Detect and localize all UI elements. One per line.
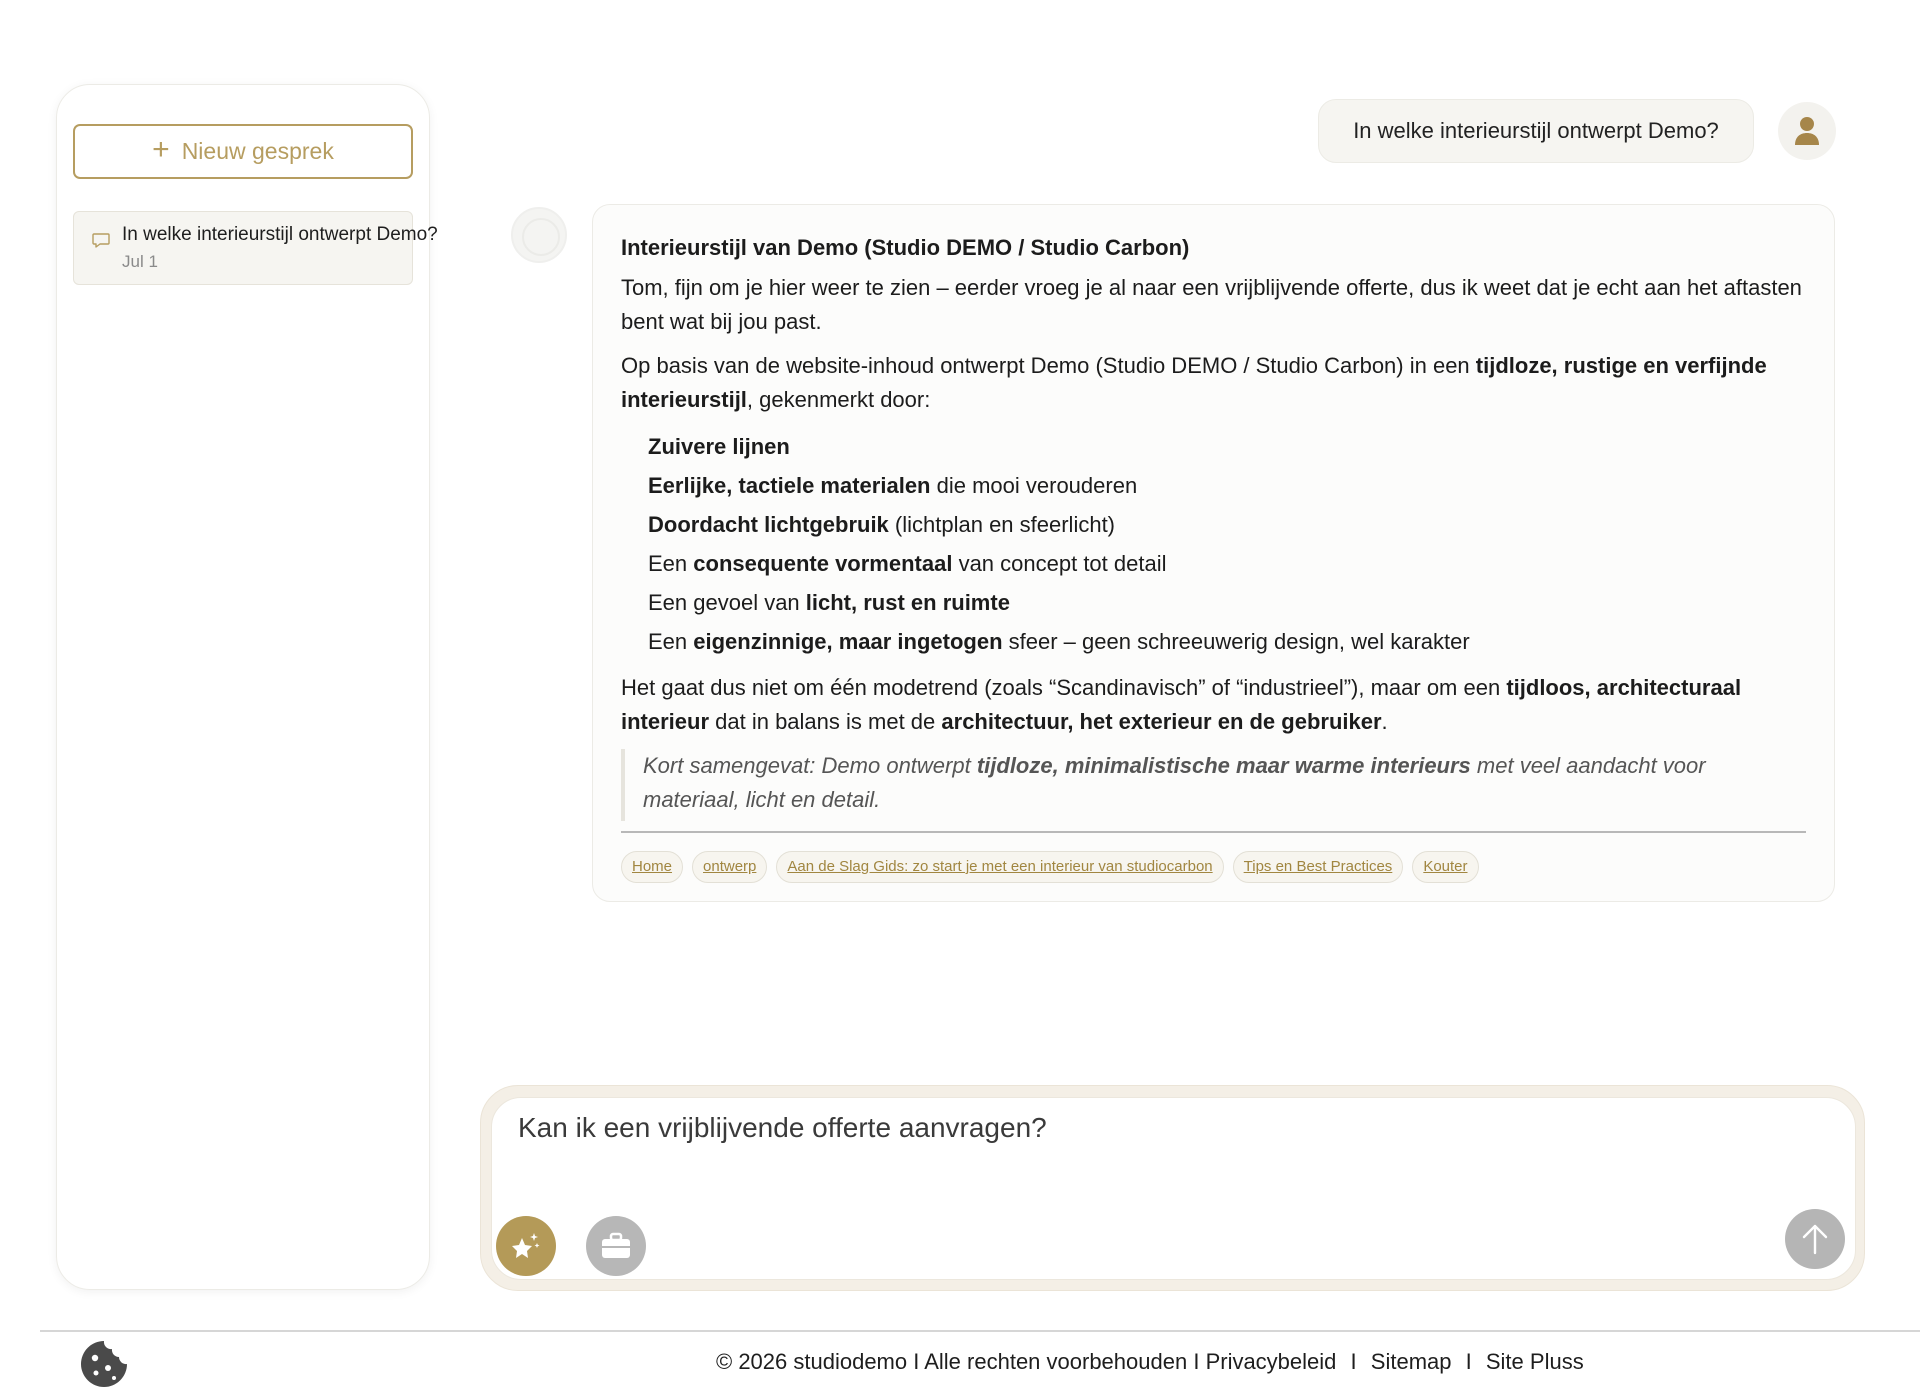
footer-link-sitemap[interactable]: Sitemap	[1370, 1349, 1452, 1374]
source-links	[621, 851, 1806, 883]
magic-stars-icon	[509, 1229, 543, 1263]
plus-icon: +	[152, 133, 170, 166]
list-item: Een eigenzinnige, maar ingetogen sfeer – geen schreeuwerig design, wel karakter	[648, 629, 1470, 654]
footer-link-privacy[interactable]: Privacybeleid	[1205, 1349, 1337, 1374]
footer	[716, 1349, 1584, 1375]
list-item: Een gevoel van licht, rust en ruimte	[648, 590, 1010, 615]
composer-container	[480, 1085, 1865, 1291]
composer	[491, 1097, 1856, 1280]
cookie-icon	[78, 1338, 130, 1390]
assistant-avatar	[511, 207, 567, 263]
list-item: Doordacht lichtgebruik (lichtplan en sfeerlicht)	[648, 512, 1116, 537]
list-item: Zuivere lijnen	[648, 434, 790, 459]
briefcase-icon	[600, 1232, 632, 1260]
style-list	[621, 427, 1806, 661]
magic-button[interactable]	[496, 1216, 556, 1276]
footer-separator: I	[1465, 1349, 1472, 1374]
arrow-up-icon	[1800, 1222, 1830, 1256]
assistant-message	[592, 204, 1835, 902]
source-link-gids[interactable]: Aan de Slag Gids: zo start je met een interieur van studiocarbon	[776, 851, 1223, 883]
user-avatar	[1778, 102, 1836, 160]
conversation-date: Jul 1	[122, 252, 158, 271]
source-link-home[interactable]: Home	[621, 851, 683, 883]
conversation-title: In welke interieurstijl ontwerpt Demo?	[122, 224, 438, 245]
summary-quote: Kort samengevat: Demo ontwerpt tijdloze, minimalistische maar warme interieurs met veel aandacht voor materiaal, licht en detail.	[621, 749, 1806, 821]
footer-divider	[40, 1330, 1920, 1332]
source-link-kouter[interactable]: Kouter	[1412, 851, 1478, 883]
answer-intro: Tom, fijn om je hier weer te zien – eerder vroeg je al naar een vrijblijvende offerte, dus ik weet dat je echt aan het aftasten bent wat bij jou past.	[621, 275, 1802, 334]
sidebar	[56, 84, 438, 1290]
answer-paragraph-2: Op basis van de website-inhoud ontwerpt Demo (Studio DEMO / Studio Carbon) in een tijdloze, rustige en verfijnde interieurstijl, gekenmerkt door:	[621, 353, 1767, 412]
cookie-settings-button[interactable]	[78, 1338, 130, 1390]
send-button[interactable]	[1785, 1209, 1845, 1269]
divider	[621, 831, 1806, 833]
new-chat-button[interactable]	[73, 124, 413, 179]
new-chat-label: Nieuw gesprek	[181, 138, 334, 164]
chat-bubble-icon	[91, 230, 111, 250]
copyright: © 2026 studiodemo I Alle rechten voorbehouden I	[716, 1349, 1200, 1374]
footer-link-site-pluss[interactable]: Site Pluss	[1485, 1349, 1584, 1374]
conversation-item[interactable]	[73, 211, 438, 285]
briefcase-button[interactable]	[586, 1216, 646, 1276]
footer-separator: I	[1350, 1349, 1357, 1374]
list-item: Eerlijke, tactiele materialen die mooi verouderen	[648, 473, 1138, 498]
answer-paragraph-3: Het gaat dus niet om één modetrend (zoals “Scandinavisch” of “industrieel”), maar om een tijdloos, architecturaal interieur dat in balans is met de architectuur, het exterieur en de gebruiker.	[621, 675, 1742, 734]
list-item: Een consequente vormentaal van concept tot detail	[648, 551, 1167, 576]
source-link-tips[interactable]: Tips en Best Practices	[1233, 851, 1404, 883]
answer-heading: Interieurstijl van Demo (Studio DEMO / Studio Carbon)	[621, 235, 1190, 260]
source-link-ontwerp[interactable]: ontwerp	[692, 851, 767, 883]
user-icon	[1794, 116, 1820, 146]
message-input[interactable]	[518, 1108, 1718, 1148]
user-message: In welke interieurstijl ontwerpt Demo?	[1318, 99, 1754, 163]
